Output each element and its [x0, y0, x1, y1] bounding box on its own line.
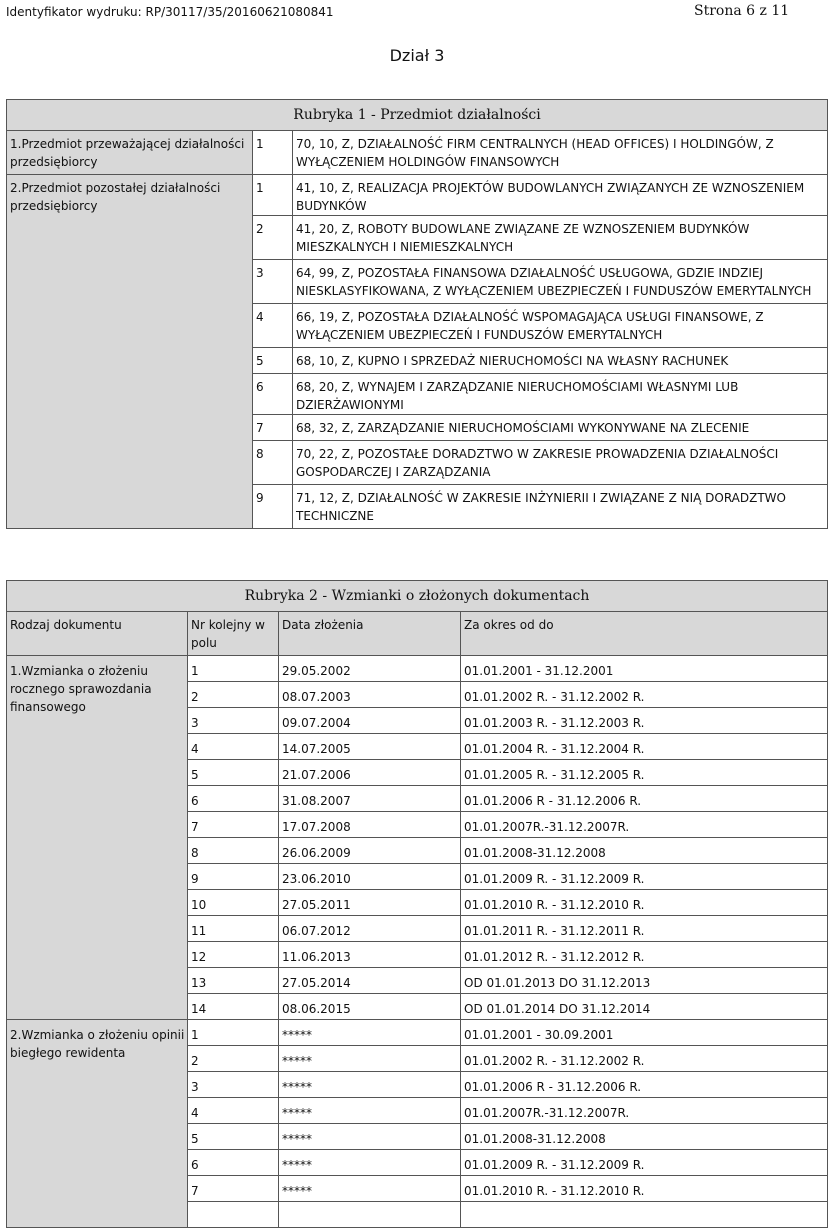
filing-date: 17.07.2008: [279, 812, 461, 838]
row-number: 2: [188, 1046, 279, 1072]
reporting-period: 01.01.2010 R. - 31.12.2010 R.: [461, 1176, 828, 1202]
row-number: 7: [188, 812, 279, 838]
filing-date: 27.05.2014: [279, 968, 461, 994]
reporting-period: 01.01.2010 R. - 31.12.2010 R.: [461, 890, 828, 916]
filing-date: 23.06.2010: [279, 864, 461, 890]
activity-description: 68, 32, Z, ZARZĄDZANIE NIERUCHOMOŚCIAMI WYKONYWANE NA ZLECENIE: [293, 415, 828, 441]
reporting-period: 01.01.2007R.-31.12.2007R.: [461, 812, 828, 838]
document-type-label: 2.Wzmianka o złożeniu opinii biegłego rewidenta: [7, 1020, 188, 1228]
row-number: 2: [253, 216, 293, 260]
reporting-period: OD 01.01.2013 DO 31.12.2013: [461, 968, 828, 994]
row-number: 13: [188, 968, 279, 994]
row-number: 5: [188, 1124, 279, 1150]
reporting-period: 01.01.2004 R. - 31.12.2004 R.: [461, 734, 828, 760]
section-title: Dział 3: [389, 46, 445, 65]
row-number: 9: [188, 864, 279, 890]
document-row: [7, 1020, 828, 1046]
row-number: 1: [253, 175, 293, 216]
document-row: [7, 656, 828, 682]
reporting-period: 01.01.2009 R. - 31.12.2009 R.: [461, 864, 828, 890]
reporting-period: 01.01.2006 R - 31.12.2006 R.: [461, 1072, 828, 1098]
row-number: 2: [188, 682, 279, 708]
filing-date: 14.07.2005: [279, 734, 461, 760]
reporting-period: 01.01.2011 R. - 31.12.2011 R.: [461, 916, 828, 942]
reporting-period: 01.01.2006 R - 31.12.2006 R.: [461, 786, 828, 812]
reporting-period: 01.01.2001 - 31.12.2001: [461, 656, 828, 682]
activity-description: 71, 12, Z, DZIAŁALNOŚĆ W ZAKRESIE INŻYNIERII I ZWIĄZANE Z NIĄ DORADZTWO TECHNICZNE: [293, 485, 828, 529]
row-number: 7: [253, 415, 293, 441]
activity-description: 68, 20, Z, WYNAJEM I ZARZĄDZANIE NIERUCHOMOŚCIAMI WŁASNYMI LUB DZIERŻAWIONYMI: [293, 374, 828, 415]
activity-description: 70, 22, Z, POZOSTAŁE DORADZTWO W ZAKRESIE PROWADZENIA DZIAŁALNOŚCI GOSPODARCZEJ I ZARZĄDZANIA: [293, 441, 828, 485]
filing-date: *****: [279, 1020, 461, 1046]
rubryka-1-title: Rubryka 1 - Przedmiot działalności: [7, 100, 828, 131]
row-number: 4: [253, 304, 293, 348]
row-number: 6: [188, 1150, 279, 1176]
reporting-period: [461, 1202, 828, 1228]
row-number: 1: [253, 131, 293, 175]
filing-date: 08.07.2003: [279, 682, 461, 708]
row-number: 8: [188, 838, 279, 864]
row-number: 3: [188, 1072, 279, 1098]
filing-date: *****: [279, 1072, 461, 1098]
row-number: 10: [188, 890, 279, 916]
activity-description: 41, 20, Z, ROBOTY BUDOWLANE ZWIĄZANE ZE WZNOSZENIEM BUDYNKÓW MIESZKALNYCH I NIEMIESZKALNYCH: [293, 216, 828, 260]
reporting-period: 01.01.2007R.-31.12.2007R.: [461, 1098, 828, 1124]
reporting-period: 01.01.2009 R. - 31.12.2009 R.: [461, 1150, 828, 1176]
row-number: 9: [253, 485, 293, 529]
filing-date: *****: [279, 1150, 461, 1176]
row-number: 6: [253, 374, 293, 415]
filing-date: 06.07.2012: [279, 916, 461, 942]
filing-date: 29.05.2002: [279, 656, 461, 682]
activity-group-label: 2.Przedmiot pozostałej działalności przedsiębiorcy: [7, 175, 253, 529]
reporting-period: 01.01.2012 R. - 31.12.2012 R.: [461, 942, 828, 968]
column-header: Data złożenia: [279, 612, 461, 656]
filing-date: 08.06.2015: [279, 994, 461, 1020]
filing-date: [279, 1202, 461, 1228]
activity-row: [7, 175, 828, 216]
activity-row: [7, 131, 828, 175]
row-number: 4: [188, 1098, 279, 1124]
activity-description: 66, 19, Z, POZOSTAŁA DZIAŁALNOŚĆ WSPOMAGAJĄCA USŁUGI FINANSOWE, Z WYŁĄCZENIEM UBEZPIECZEŃ I FUNDUSZÓW EMERYTALNYCH: [293, 304, 828, 348]
filing-date: 31.08.2007: [279, 786, 461, 812]
reporting-period: OD 01.01.2014 DO 31.12.2014: [461, 994, 828, 1020]
row-number: 8: [253, 441, 293, 485]
activity-group-label: 1.Przedmiot przeważającej działalności przedsiębiorcy: [7, 131, 253, 175]
filing-date: 21.07.2006: [279, 760, 461, 786]
row-number: 3: [253, 260, 293, 304]
filing-date: 27.05.2011: [279, 890, 461, 916]
filing-date: *****: [279, 1098, 461, 1124]
reporting-period: 01.01.2003 R. - 31.12.2003 R.: [461, 708, 828, 734]
activity-description: 68, 10, Z, KUPNO I SPRZEDAŻ NIERUCHOMOŚCI NA WŁASNY RACHUNEK: [293, 348, 828, 374]
reporting-period: 01.01.2002 R. - 31.12.2002 R.: [461, 1046, 828, 1072]
reporting-period: 01.01.2002 R. - 31.12.2002 R.: [461, 682, 828, 708]
row-number: 4: [188, 734, 279, 760]
activity-description: 70, 10, Z, DZIAŁALNOŚĆ FIRM CENTRALNYCH (HEAD OFFICES) I HOLDINGÓW, Z WYŁĄCZENIEM HOLDINGÓW FINANSOWYCH: [293, 131, 828, 175]
column-header: Rodzaj dokumentu: [7, 612, 188, 656]
row-number: 7: [188, 1176, 279, 1202]
print-identifier: Identyfikator wydruku: RP/30117/35/20160621080841: [6, 5, 334, 19]
row-number: 12: [188, 942, 279, 968]
reporting-period: 01.01.2008-31.12.2008: [461, 838, 828, 864]
reporting-period: 01.01.2001 - 30.09.2001: [461, 1020, 828, 1046]
rubryka-2-title: Rubryka 2 - Wzmianki o złożonych dokumentach: [7, 581, 828, 612]
activity-description: 41, 10, Z, REALIZACJA PROJEKTÓW BUDOWLANYCH ZWIĄZANYCH ZE WZNOSZENIEM BUDYNKÓW: [293, 175, 828, 216]
row-number: 14: [188, 994, 279, 1020]
row-number: 5: [253, 348, 293, 374]
rubryka-2-table: [6, 580, 828, 1228]
activity-description: 64, 99, Z, POZOSTAŁA FINANSOWA DZIAŁALNOŚĆ USŁUGOWA, GDZIE INDZIEJ NIESKLASYFIKOWANA, Z WYŁĄCZENIEM UBEZPIECZEŃ I FUNDUSZÓW EMERYTALNYCH: [293, 260, 828, 304]
column-header: Nr kolejny w polu: [188, 612, 279, 656]
filing-date: 11.06.2013: [279, 942, 461, 968]
filing-date: *****: [279, 1046, 461, 1072]
row-number: 1: [188, 1020, 279, 1046]
row-number: 11: [188, 916, 279, 942]
row-number: 1: [188, 656, 279, 682]
reporting-period: 01.01.2005 R. - 31.12.2005 R.: [461, 760, 828, 786]
row-number: 5: [188, 760, 279, 786]
page-number: Strona 6 z 11: [694, 3, 790, 19]
reporting-period: 01.01.2008-31.12.2008: [461, 1124, 828, 1150]
rubryka-1-table: [6, 99, 828, 529]
filing-date: 26.06.2009: [279, 838, 461, 864]
document-type-label: 1.Wzmianka o złożeniu rocznego sprawozdania finansowego: [7, 656, 188, 1020]
column-header: Za okres od do: [461, 612, 828, 656]
filing-date: 09.07.2004: [279, 708, 461, 734]
filing-date: *****: [279, 1124, 461, 1150]
column-header-row: [7, 612, 828, 656]
row-number: 3: [188, 708, 279, 734]
row-number: [188, 1202, 279, 1228]
filing-date: *****: [279, 1176, 461, 1202]
row-number: 6: [188, 786, 279, 812]
